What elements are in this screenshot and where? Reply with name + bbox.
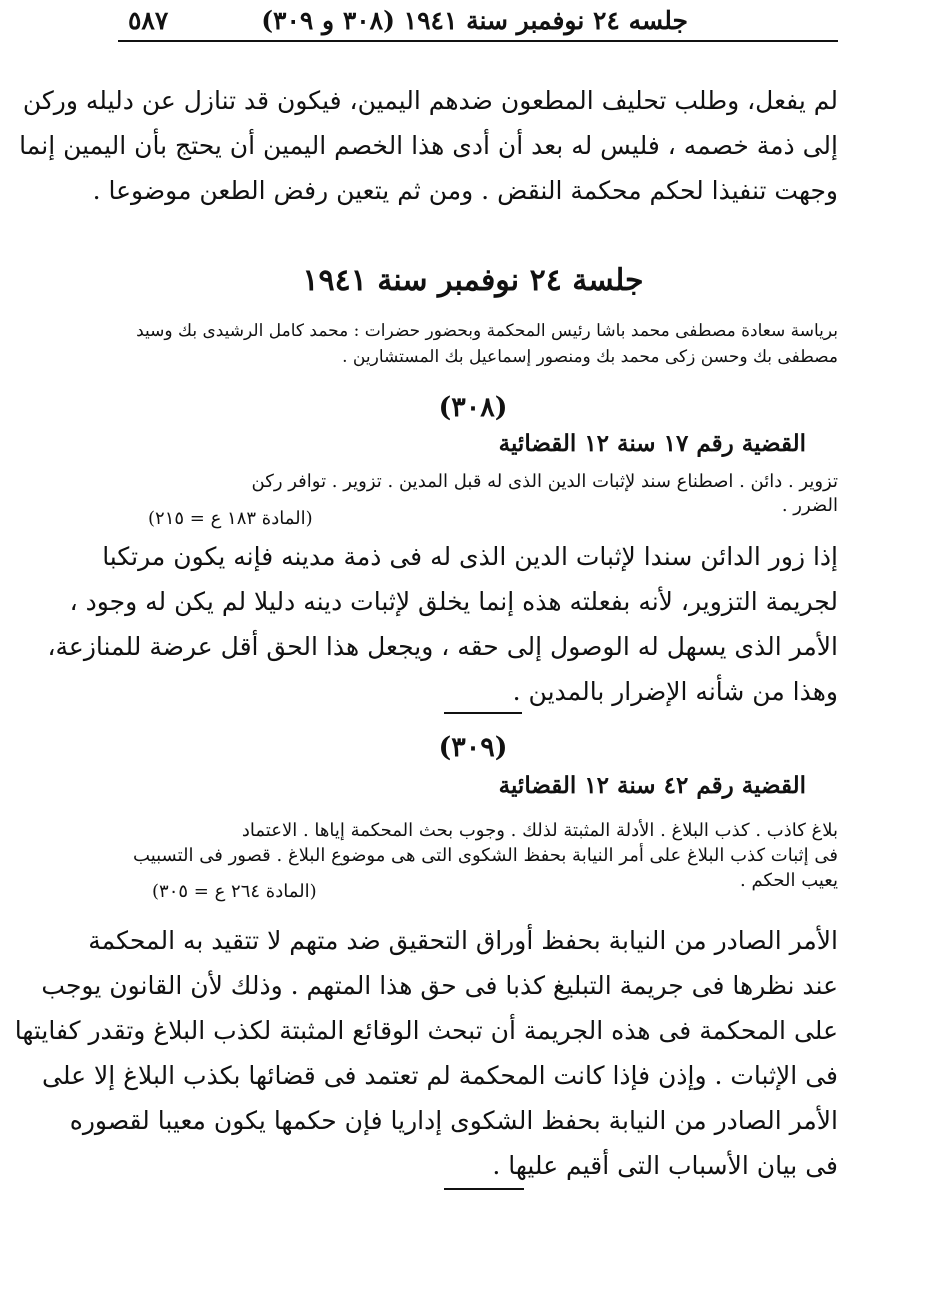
case-title: القضية رقم ٤٢ سنة ١٢ القضائية: [498, 772, 806, 799]
case-title: القضية رقم ١٧ سنة ١٢ القضائية: [498, 430, 806, 457]
case-body: [14, 918, 838, 1188]
header-title: جلسه ٢٤ نوفمبر سنة ١٩٤١ (٣٠٨ و ٣٠٩): [261, 6, 688, 35]
text-line: الضرر .: [781, 495, 838, 516]
article-reference: (المادة ١٨٣ ع = ٢١٥): [148, 508, 313, 529]
page-number: ٥٨٧: [128, 6, 169, 35]
text-line: وجهت تنفيذا لحكم محكمة النقض . ومن ثم يتعين رفض الطعن موضوعا .: [92, 176, 838, 205]
separator-rule: [444, 712, 522, 714]
text-line: وهذا من شأنه الإضرار بالمدين .: [512, 677, 838, 706]
case-number: (٣٠٨): [438, 392, 508, 423]
separator-rule: [444, 1188, 524, 1190]
text-line: يعيب الحكم .: [740, 870, 838, 891]
article-reference: (المادة ٢٦٤ ع = ٣٠٥): [152, 881, 317, 902]
text-line: لجريمة التزوير، لأنه بفعلته هذه إنما يخلق لإثبات دينه دليلا لم يكن له وجود ،: [69, 587, 838, 616]
text-line: الأمر الصادر من النيابة بحفظ الشكوى إداريا فإن حكمها يكون معيبا لقصوره: [69, 1106, 838, 1135]
text-line: إذا زور الدائن سندا لإثبات الدين الذى له فى ذمة مدينه فإنه يكون مرتكبا: [102, 542, 838, 571]
text-line: تزوير . دائن . اصطناع سند لإثبات الدين الذى له قبل المدين . تزوير . توافر ركن: [251, 471, 838, 492]
text-line: برياسة سعادة مصطفى محمد باشا رئيس المحكمة وبحضور حضرات : محمد كامل الرشيدى بك وسيد: [136, 321, 838, 341]
text-line: إلى ذمة خصمه ، فليس له بعد أن أدى هذا الخصم اليمين أن يحتج بأن اليمين إنما: [19, 131, 838, 160]
case-body: [47, 534, 838, 714]
text-line: بلاغ كاذب . كذب البلاغ . الأدلة المثبتة لذلك . وجوب بحث المحكمة إياها . الاعتماد: [241, 820, 838, 841]
opening-paragraph: [19, 78, 838, 213]
text-line: مصطفى بك وحسن زكى محمد بك ومنصور إسماعيل بك المستشارين .: [342, 347, 838, 367]
text-line: لم يفعل، وطلب تحليف المطعون ضدهم اليمين، فيكون قد تنازل عن دليله وركن: [22, 86, 838, 115]
session-members: [100, 318, 838, 370]
text-line: فى إثبات كذب البلاغ على أمر النيابة بحفظ الشكوى التى هى موضوع البلاغ . قصور فى التسبيب: [133, 845, 838, 866]
case-number: (٣٠٩): [438, 732, 508, 763]
text-line: عند نظرها فى جريمة التبليغ كذبا فى حق هذا المتهم . وذلك لأن القانون يوجب: [41, 971, 838, 1000]
text-line: فى الإثبات . وإذن فإذا كانت المحكمة لم تعتمد فى قضائها بكذب البلاغ إلا على: [42, 1061, 838, 1090]
running-header: [118, 4, 838, 42]
text-line: الأمر الذى يسهل له الوصول إلى حقه ، ويجعل هذا الحق أقل عرضة للمنازعة،: [47, 632, 838, 661]
text-line: على المحكمة فى هذه الجريمة أن تبحث الوقائع المثبتة لكذب البلاغ وتقدر كفايتها: [14, 1016, 838, 1045]
text-line: فى بيان الأسباب التى أقيم عليها .: [492, 1151, 838, 1180]
text-line: الأمر الصادر من النيابة بحفظ أوراق التحقيق ضد متهم لا تتقيد به المحكمة: [88, 926, 838, 955]
session-title: جلسة ٢٤ نوفمبر سنة ١٩٤١: [302, 263, 644, 298]
